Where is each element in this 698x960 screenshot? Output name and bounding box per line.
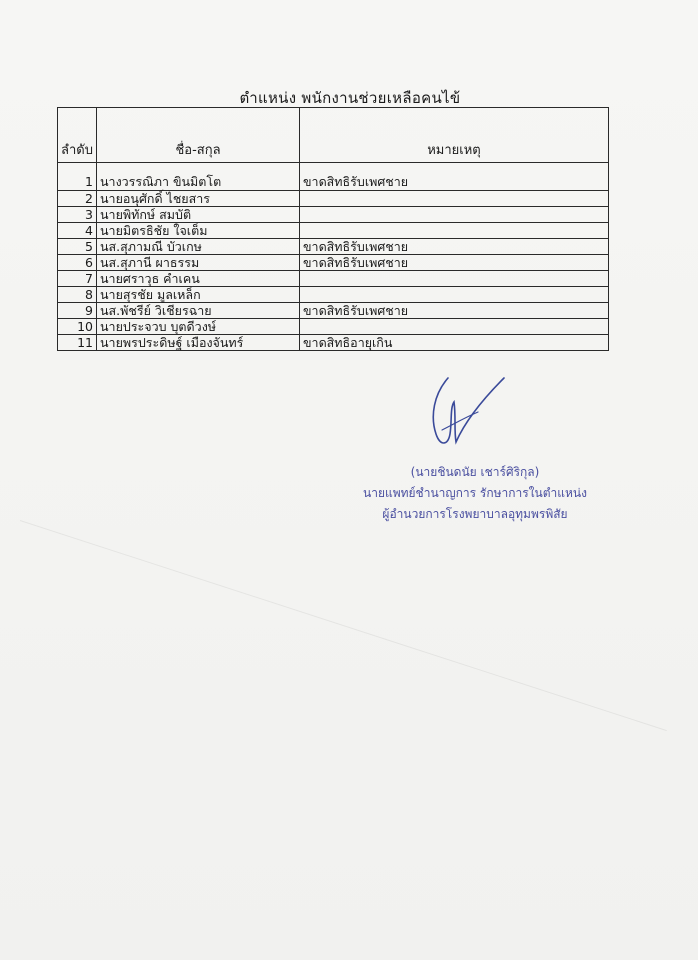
row-name: นายพิทักษ์ สมบัติ <box>97 207 300 223</box>
row-note: ขาดสิทธิรับเพศชาย <box>300 239 609 255</box>
row-name: นายอนุศักดิ์ ไชยสาร <box>97 191 300 207</box>
row-note: ขาดสิทธิรับเพศชาย <box>300 163 609 191</box>
row-name: นายประจวบ บุตดีวงษ์ <box>97 319 300 335</box>
row-name: นส.สุภามณี บัวเกษ <box>97 239 300 255</box>
row-number: 4 <box>58 223 97 239</box>
row-note <box>300 223 609 239</box>
row-note: ขาดสิทธิรับเพศชาย <box>300 255 609 271</box>
table-row <box>58 303 609 319</box>
table-row <box>58 335 609 351</box>
row-note <box>300 207 609 223</box>
row-note <box>300 287 609 303</box>
table-row <box>58 223 609 239</box>
row-number: 11 <box>58 335 97 351</box>
row-number: 3 <box>58 207 97 223</box>
signature-block <box>355 462 595 525</box>
row-note <box>300 191 609 207</box>
row-name: นายศราวุธ คำเคน <box>97 271 300 287</box>
row-number: 10 <box>58 319 97 335</box>
document-title: ตำแหน่ง พนักงานช่วยเหลือคนไข้ <box>239 89 461 107</box>
row-number: 8 <box>58 287 97 303</box>
table-row <box>58 255 609 271</box>
table-row <box>58 207 609 223</box>
signer-position: นายแพทย์ชำนาญการ รักษาการในตำแหน่ง <box>363 486 587 500</box>
table-row <box>58 239 609 255</box>
row-name: นายพรประดิษฐ์ เมืองจันทร์ <box>97 335 300 351</box>
row-name: นางวรรณิภา ขินมิตโต <box>97 163 300 191</box>
table-row <box>58 163 609 191</box>
row-number: 7 <box>58 271 97 287</box>
row-number: 2 <box>58 191 97 207</box>
header-no: ลำดับ <box>58 108 97 163</box>
row-name: นายสุรชัย มูลเหล็ก <box>97 287 300 303</box>
handwritten-signature <box>420 372 510 452</box>
row-name: นส.สุภานี ผาธรรม <box>97 255 300 271</box>
table-body <box>58 163 609 351</box>
row-note <box>300 271 609 287</box>
table-header-row <box>58 108 609 163</box>
signer-name: (นายชินดนัย เชาร์ศิริกุล) <box>410 465 540 479</box>
table-row <box>58 271 609 287</box>
paper-crease <box>20 520 667 731</box>
row-note: ขาดสิทธิรับเพศชาย <box>300 303 609 319</box>
table-row <box>58 319 609 335</box>
row-number: 5 <box>58 239 97 255</box>
row-note <box>300 319 609 335</box>
header-name: ชื่อ-สกุล <box>97 108 300 163</box>
staff-table <box>57 107 609 351</box>
table-row <box>58 191 609 207</box>
signer-role: ผู้อำนวยการโรงพยาบาลอุทุมพรพิสัย <box>382 507 568 521</box>
row-number: 1 <box>58 163 97 191</box>
row-number: 6 <box>58 255 97 271</box>
header-note: หมายเหตุ <box>300 108 609 163</box>
row-note: ขาดสิทธิอายุเกิน <box>300 335 609 351</box>
row-number: 9 <box>58 303 97 319</box>
table-row <box>58 287 609 303</box>
row-name: นส.พัชรีย์ วิเชียรฉาย <box>97 303 300 319</box>
row-name: นายมิตรธิชัย ใจเต็ม <box>97 223 300 239</box>
